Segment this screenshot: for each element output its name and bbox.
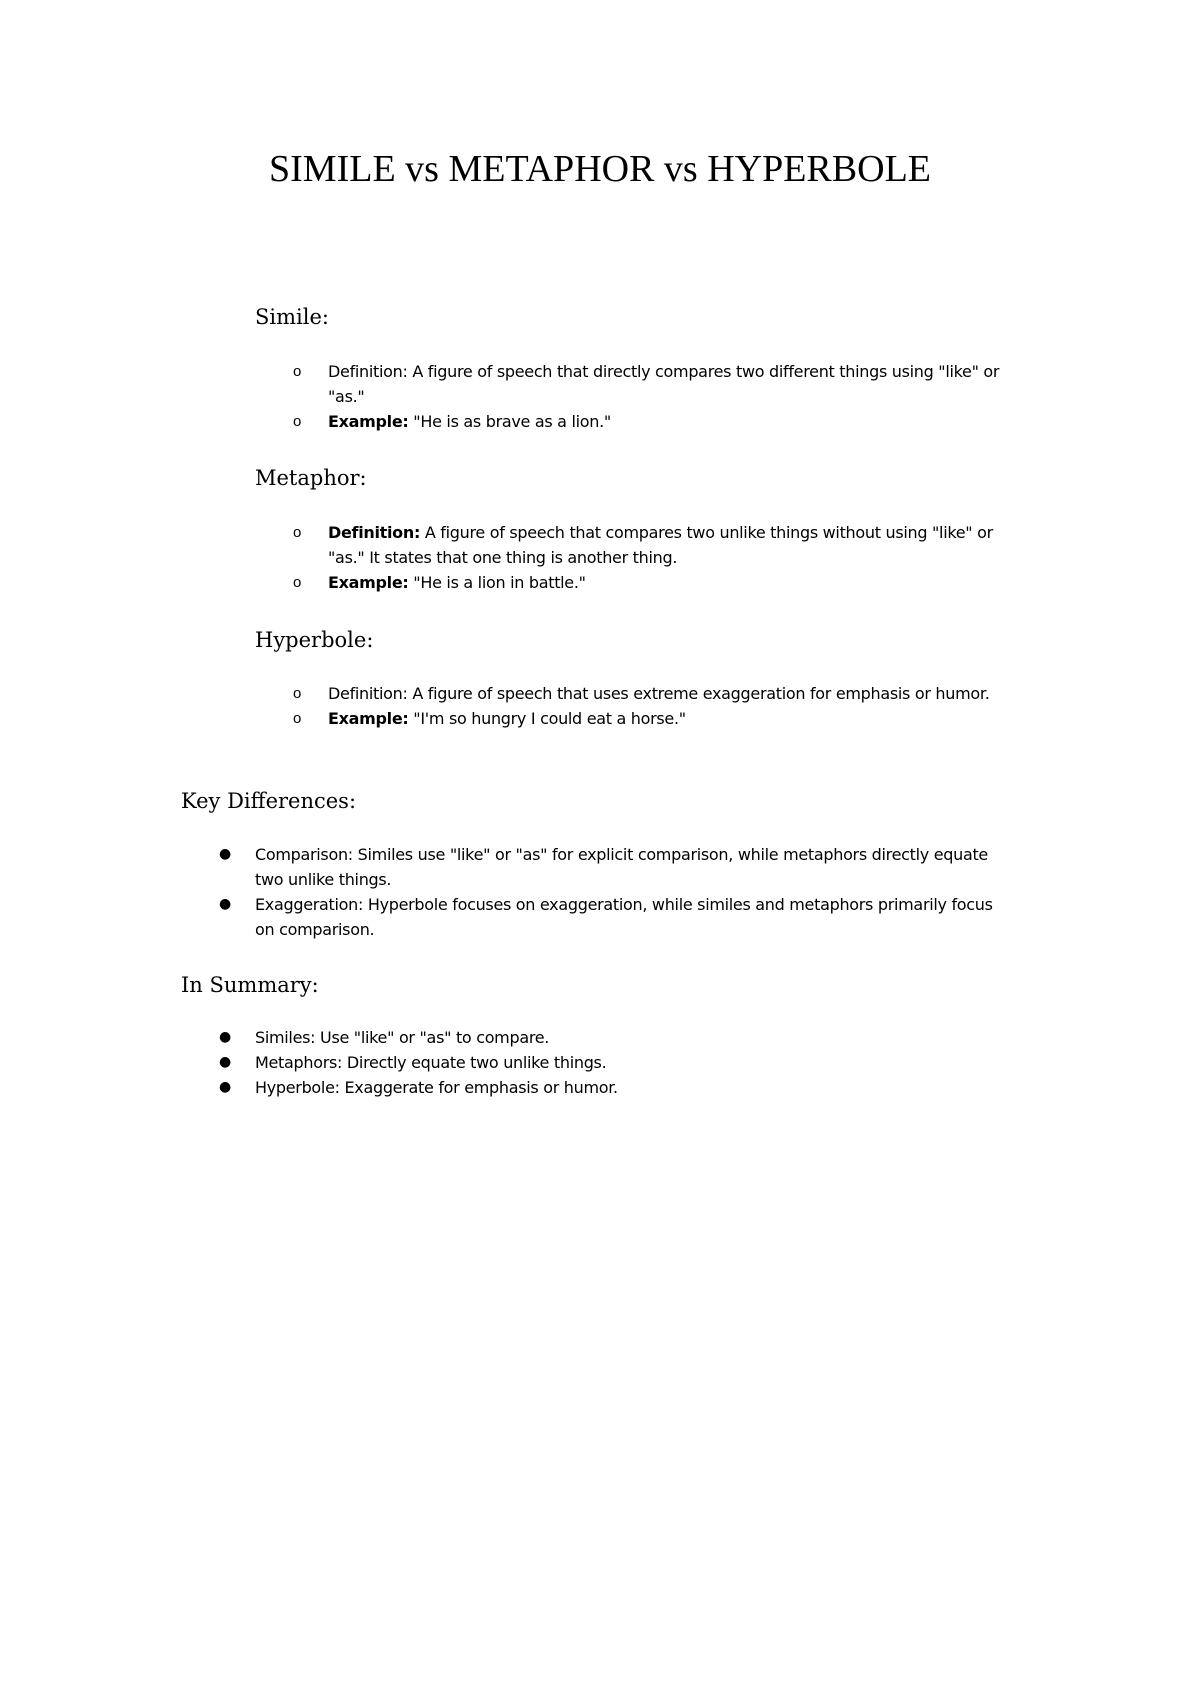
list-item-text: Hyperbole: Exaggerate for emphasis or humor. bbox=[255, 1078, 618, 1097]
list-item bbox=[293, 570, 1028, 595]
list-item bbox=[293, 681, 1028, 706]
simile-list bbox=[293, 359, 1028, 434]
key-differences-list bbox=[219, 842, 1015, 942]
list-marker: o bbox=[293, 685, 302, 702]
key-differences-heading: Key Differences: bbox=[181, 789, 357, 813]
definition-text: A figure of speech that compares two unlike things without using "like" or "as." It states that one thing is another thing. bbox=[328, 523, 993, 567]
list-item-text: Metaphors: Directly equate two unlike things. bbox=[255, 1053, 607, 1072]
list-item-text: Exaggeration: Hyperbole focuses on exaggeration, while similes and metaphors primarily focus on comparison. bbox=[255, 895, 993, 939]
bullet-icon: ● bbox=[219, 1079, 231, 1095]
list-item bbox=[293, 706, 1028, 731]
bullet-icon: ● bbox=[219, 896, 231, 912]
example-text: "He is a lion in battle." bbox=[408, 573, 586, 592]
list-item-text: Similes: Use "like" or "as" to compare. bbox=[255, 1028, 550, 1047]
list-marker: o bbox=[293, 710, 302, 727]
example-text: "He is as brave as a lion." bbox=[408, 412, 611, 431]
example-label: Example: bbox=[328, 412, 409, 431]
summary-heading: In Summary: bbox=[181, 973, 319, 997]
bullet-icon: ● bbox=[219, 1054, 231, 1070]
list-marker: o bbox=[293, 413, 302, 430]
list-item bbox=[219, 1050, 1015, 1075]
list-item bbox=[219, 1025, 1015, 1050]
bullet-icon: ● bbox=[219, 846, 231, 862]
section-heading-simile: Simile: bbox=[255, 305, 329, 329]
section-heading-hyperbole: Hyperbole: bbox=[255, 628, 374, 652]
definition-label: Definition: bbox=[328, 362, 408, 381]
hyperbole-list bbox=[293, 681, 1028, 731]
metaphor-list bbox=[293, 520, 1028, 595]
list-item bbox=[293, 359, 1028, 409]
section-heading-metaphor: Metaphor: bbox=[255, 466, 367, 490]
list-marker: o bbox=[293, 363, 302, 380]
list-marker: o bbox=[293, 574, 302, 591]
list-item-text: Comparison: Similes use "like" or "as" for explicit comparison, while metaphors directly equate two unlike things. bbox=[255, 845, 988, 889]
list-item bbox=[219, 1075, 1015, 1100]
list-marker: o bbox=[293, 524, 302, 541]
definition-label: Definition: bbox=[328, 684, 408, 703]
example-text: "I'm so hungry I could eat a horse." bbox=[408, 709, 686, 728]
example-label: Example: bbox=[328, 573, 409, 592]
bullet-icon: ● bbox=[219, 1029, 231, 1045]
list-item bbox=[219, 842, 1015, 892]
list-item bbox=[219, 892, 1015, 942]
definition-text: A figure of speech that directly compares two different things using "like" or "as." bbox=[328, 362, 1000, 406]
summary-list bbox=[219, 1025, 1015, 1100]
example-label: Example: bbox=[328, 709, 409, 728]
page-title: SIMILE vs METAPHOR vs HYPERBOLE bbox=[269, 148, 931, 190]
definition-text: A figure of speech that uses extreme exaggeration for emphasis or humor. bbox=[407, 684, 990, 703]
list-item bbox=[293, 409, 1028, 434]
definition-label: Definition: bbox=[328, 523, 421, 542]
list-item bbox=[293, 520, 1028, 570]
